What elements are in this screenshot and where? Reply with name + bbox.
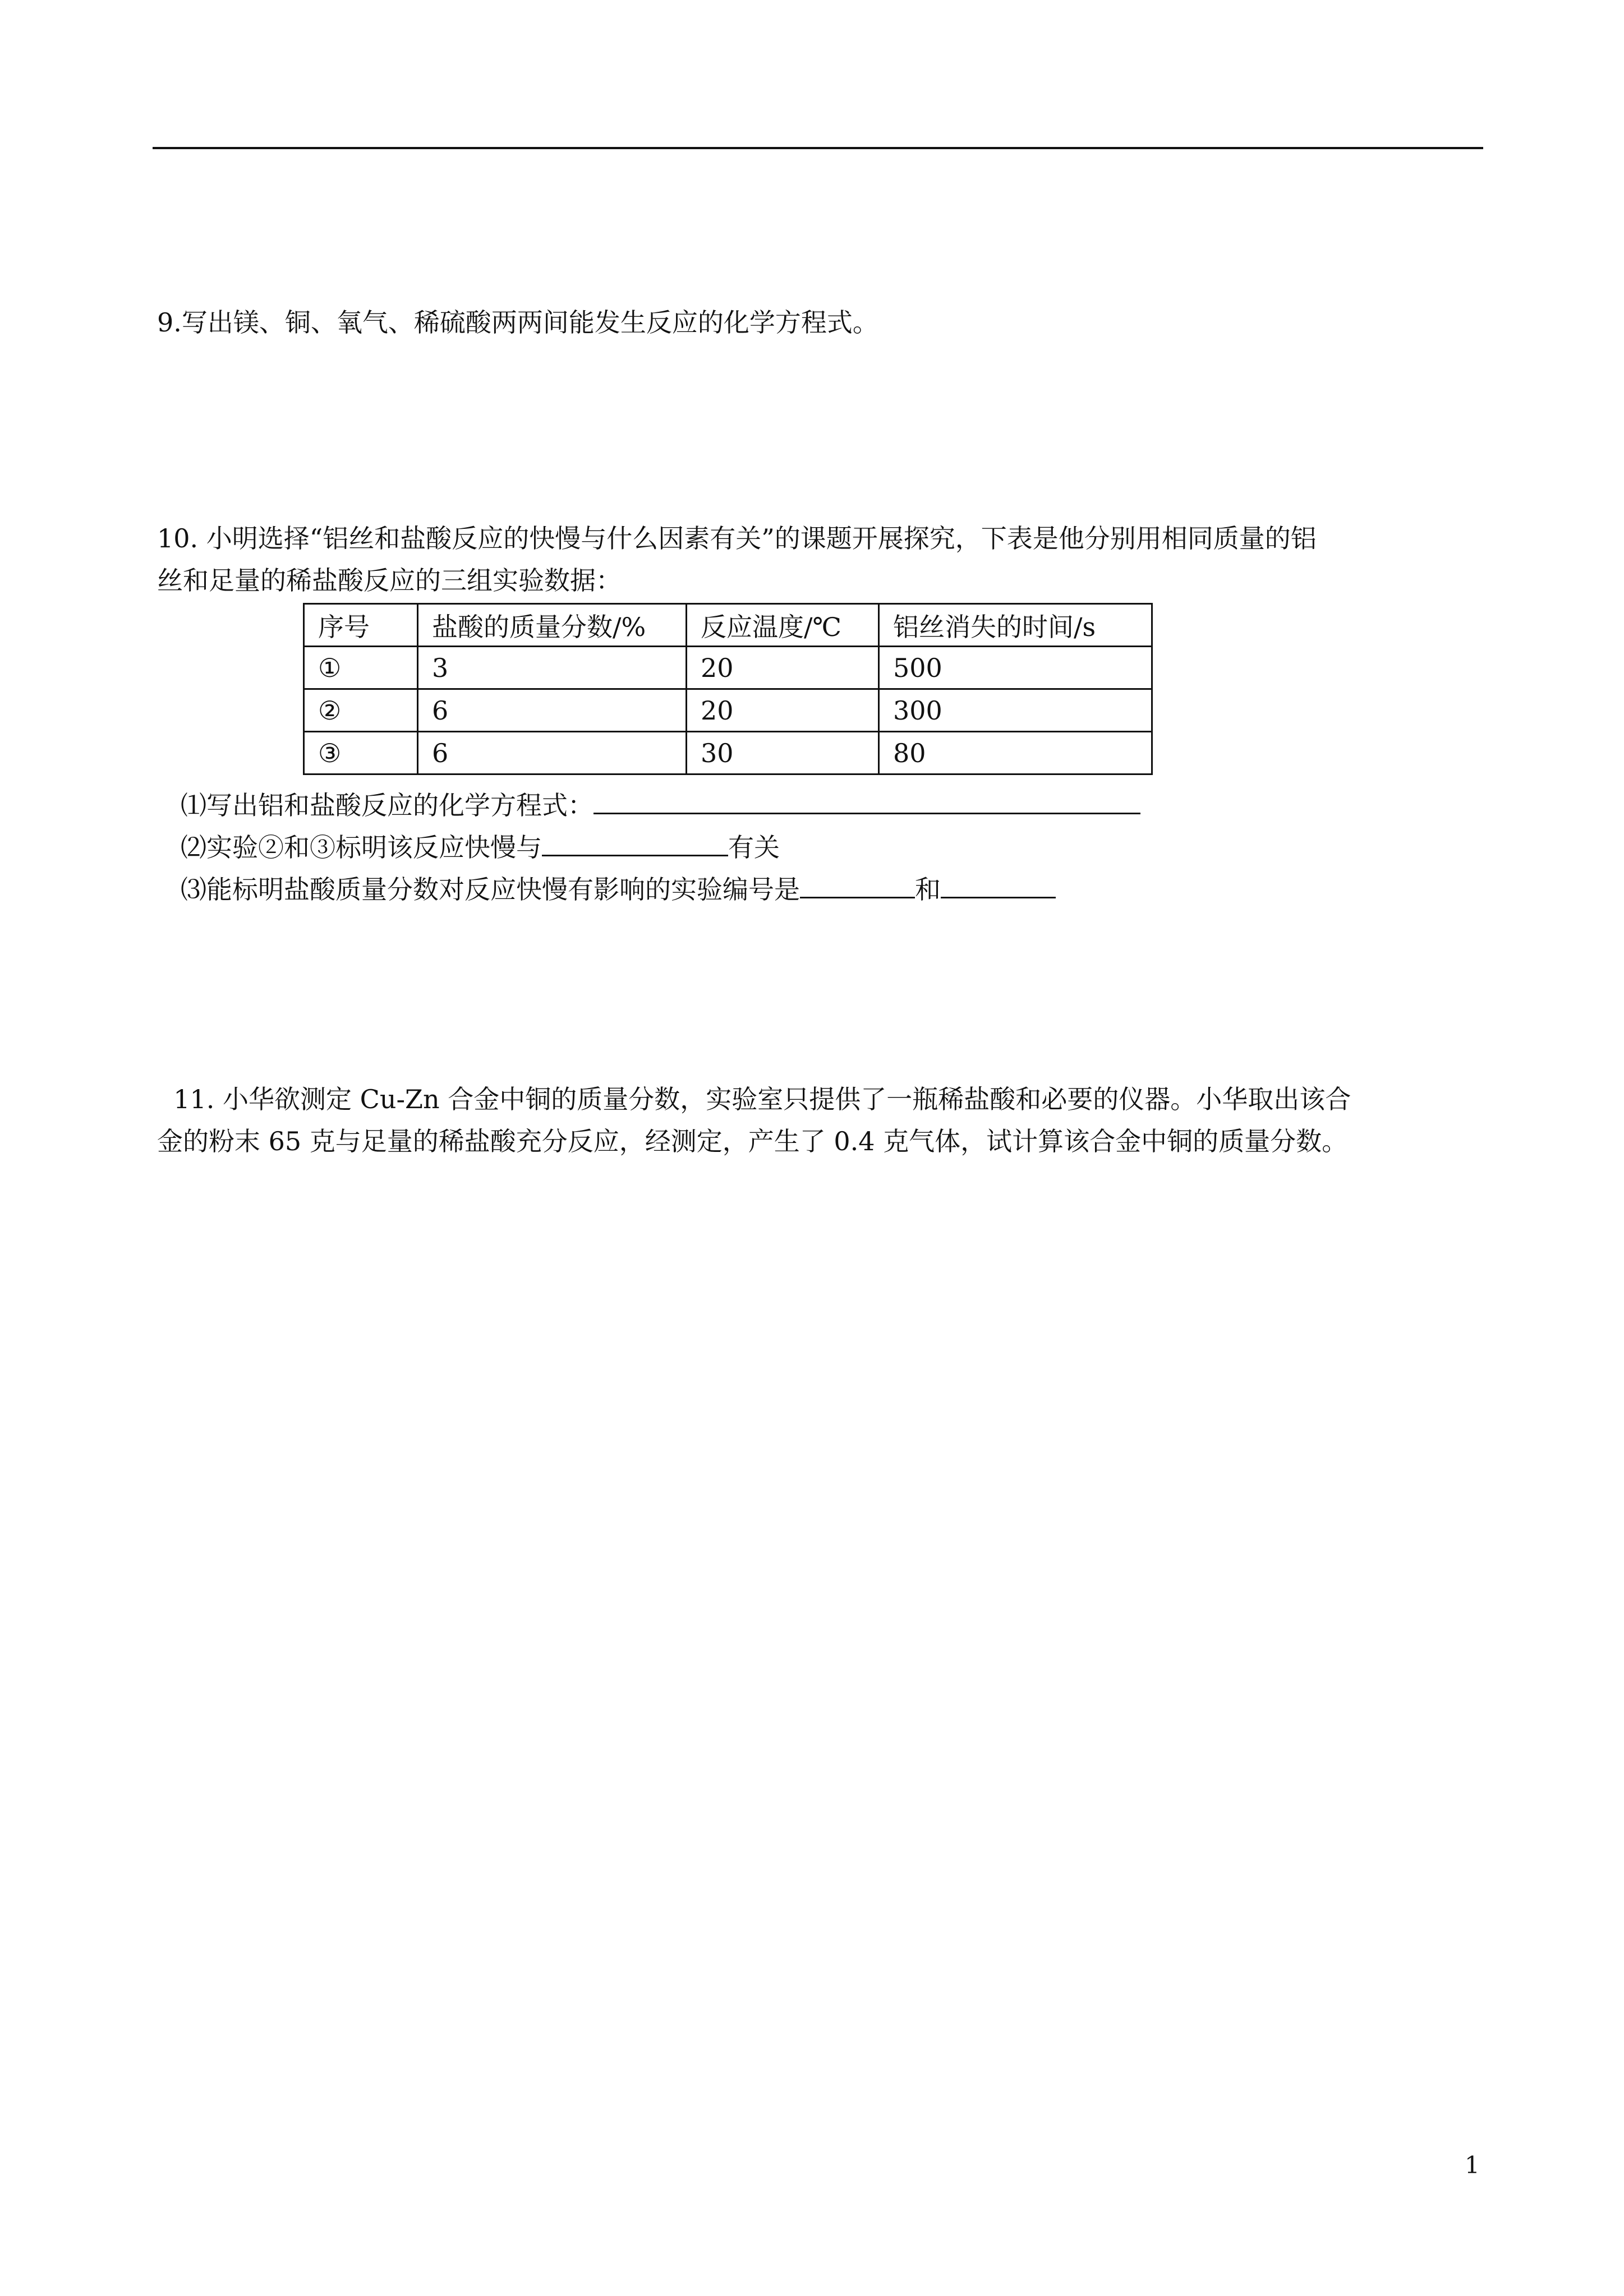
sub-question-1-text: ⑴写出铝和盐酸反应的化学方程式： bbox=[181, 790, 594, 820]
question-10-line-2: 丝和足量的稀盐酸反应的三组实验数据： bbox=[157, 565, 622, 596]
page-number: 1 bbox=[1465, 2151, 1480, 2179]
table-cell: 30 bbox=[687, 732, 879, 774]
sub-question-1 bbox=[181, 788, 1140, 822]
question-10-line-1: 10. 小明选择“铝丝和盐酸反应的快慢与什么因素有关”的课题开展探究，下表是他分别用相同质量的铝 bbox=[157, 523, 1317, 554]
header-cell-temperature: 反应温度/℃ bbox=[687, 604, 879, 647]
experiment-table bbox=[303, 603, 1153, 775]
answer-blank-experiment-b[interactable] bbox=[941, 872, 1056, 898]
answer-blank-factor[interactable] bbox=[542, 830, 728, 856]
table-row bbox=[304, 647, 1152, 689]
table-cell: 6 bbox=[418, 732, 687, 774]
sub-question-2 bbox=[181, 830, 780, 864]
sub-question-3-text: ⑶能标明盐酸质量分数对反应快慢有影响的实验编号是 bbox=[181, 874, 800, 905]
table-row bbox=[304, 689, 1152, 732]
table-cell: 300 bbox=[879, 689, 1152, 732]
table-cell: 20 bbox=[687, 689, 879, 732]
header-rule bbox=[153, 147, 1483, 149]
question-11-line-1: 11. 小华欲测定 Cu-Zn 合金中铜的质量分数，实验室只提供了一瓶稀盐酸和必要的仪器。小华取出该合 bbox=[157, 1084, 1351, 1114]
table-cell: 6 bbox=[418, 689, 687, 732]
question-9: 9.写出镁、铜、氧气、稀硫酸两两间能发生反应的化学方程式。 bbox=[157, 307, 878, 338]
sub-question-3 bbox=[181, 872, 1056, 906]
answer-blank-experiment-a[interactable] bbox=[800, 872, 915, 898]
table-cell: 500 bbox=[879, 647, 1152, 689]
question-11-line-2: 金的粉末 65 克与足量的稀盐酸充分反应，经测定，产生了 0.4 克气体，试计算该合金中铜的质量分数。 bbox=[157, 1126, 1348, 1156]
table-cell: ② bbox=[304, 689, 418, 732]
table-cell: 20 bbox=[687, 647, 879, 689]
sub-question-2-suffix: 有关 bbox=[728, 832, 780, 863]
sub-question-3-conjunction: 和 bbox=[915, 874, 941, 905]
table-header-row bbox=[304, 604, 1152, 647]
table-cell: ① bbox=[304, 647, 418, 689]
table-cell: 80 bbox=[879, 732, 1152, 774]
header-cell-index: 序号 bbox=[304, 604, 418, 647]
sub-question-2-text: ⑵实验②和③标明该反应快慢与 bbox=[181, 832, 542, 863]
answer-blank-equation[interactable] bbox=[594, 788, 1140, 814]
header-cell-concentration: 盐酸的质量分数/% bbox=[418, 604, 687, 647]
table-row bbox=[304, 732, 1152, 774]
header-cell-time: 铝丝消失的时间/s bbox=[879, 604, 1152, 647]
table-cell: 3 bbox=[418, 647, 687, 689]
table-cell: ③ bbox=[304, 732, 418, 774]
